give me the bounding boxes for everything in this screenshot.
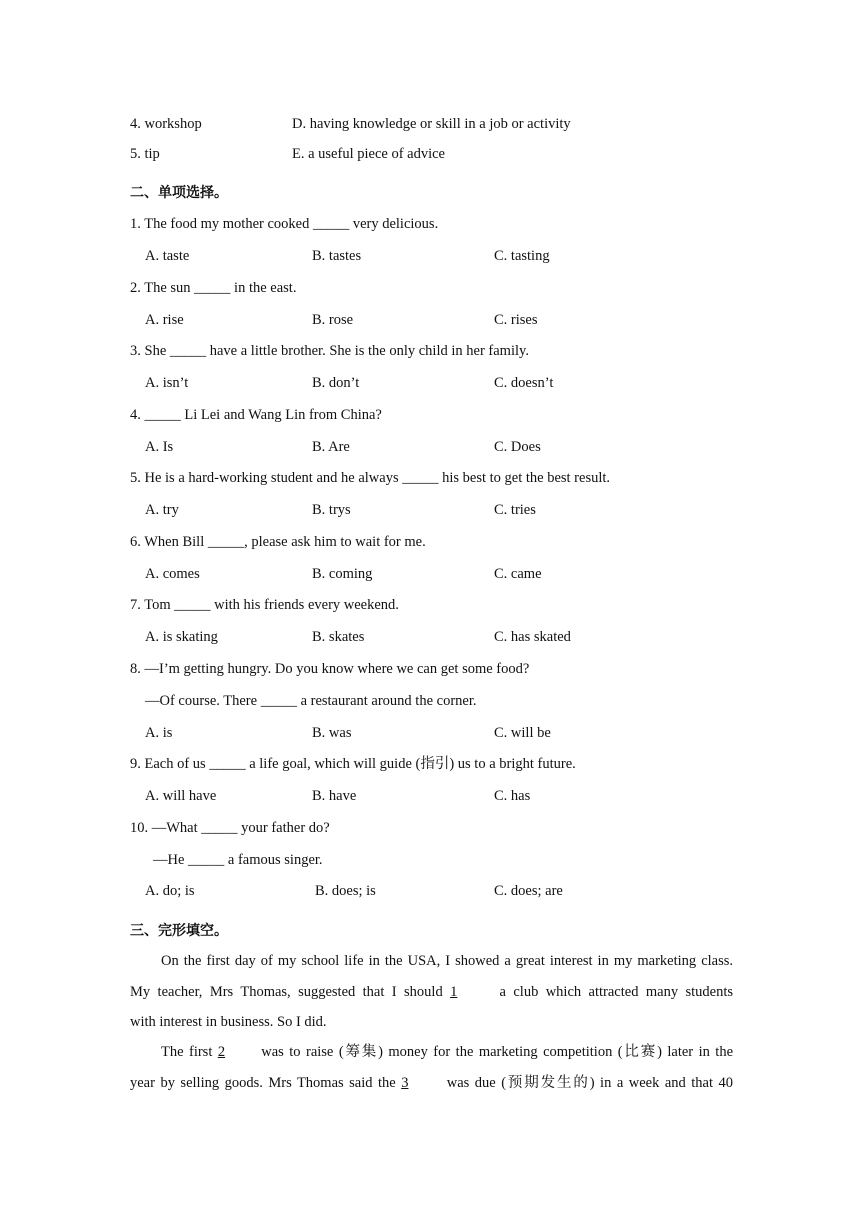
- option-b: B. does; is: [315, 883, 376, 899]
- section-title-cloze: 三、完形填空。: [130, 923, 228, 939]
- option-a: A. do; is: [145, 883, 195, 899]
- option-c: C. tries: [494, 502, 536, 518]
- matching-item-5: 5. tip: [130, 146, 160, 162]
- option-a: A. Is: [145, 439, 174, 455]
- cloze-line: [130, 1068, 733, 1099]
- matching-item-4: 4. workshop: [130, 116, 202, 132]
- option-c: C. has: [494, 788, 531, 804]
- cloze-blank-1: 1: [450, 983, 458, 1000]
- option-c: C. Does: [494, 439, 541, 455]
- option-c: C. does; are: [494, 883, 563, 899]
- option-b: B. have: [312, 788, 357, 804]
- option-b: B. coming: [312, 566, 373, 582]
- option-c: C. rises: [494, 312, 538, 328]
- cloze-paragraph-1: [130, 946, 733, 1038]
- option-a: A. taste: [145, 248, 190, 264]
- question-stem: 1. The food my mother cooked _____ very delicious.: [130, 216, 439, 232]
- question-stem: 7. Tom _____ with his friends every weekend.: [130, 597, 399, 613]
- option-b: B. tastes: [312, 248, 362, 264]
- cloze-blank-3: 3: [401, 1074, 409, 1091]
- option-a: A. is skating: [145, 629, 218, 645]
- option-b: B. trys: [312, 502, 351, 518]
- option-c: C. has skated: [494, 629, 571, 645]
- option-b: B. Are: [312, 439, 350, 455]
- cloze-blank-2: 2: [217, 1044, 226, 1060]
- cloze-text: was due (预期发生的) in a week and that 40: [446, 1074, 733, 1091]
- question-stem-reply: —Of course. There _____ a restaurant around the corner.: [145, 693, 477, 709]
- question-stem: 9. Each of us _____ a life goal, which will guide (指引) us to a bright future.: [130, 756, 576, 772]
- option-a: A. isn’t: [145, 375, 189, 391]
- matching-def-d: D. having knowledge or skill in a job or activity: [292, 116, 571, 132]
- question-stem: 6. When Bill _____, please ask him to wait for me.: [130, 534, 426, 550]
- option-b: B. skates: [312, 629, 365, 645]
- option-c: C. tasting: [494, 248, 550, 264]
- section-title-single-choice: 二、单项选择。: [130, 185, 228, 201]
- cloze-line: [130, 977, 733, 1008]
- option-c: C. came: [494, 566, 542, 582]
- cloze-line: On the first day of my school life in the USA, I showed a great interest in my marketing class.: [161, 953, 733, 969]
- option-c: C. doesn’t: [494, 375, 554, 391]
- option-a: A. will have: [145, 788, 217, 804]
- cloze-line: [130, 1037, 733, 1068]
- cloze-text: a club which attracted many students: [499, 983, 733, 1000]
- cloze-text: year by selling goods. Mrs Thomas said the: [130, 1074, 396, 1091]
- option-b: B. was: [312, 725, 352, 741]
- cloze-text: My teacher, Mrs Thomas, suggested that I should: [130, 983, 443, 1000]
- question-stem: 5. He is a hard-working student and he always _____ his best to get the best result.: [130, 470, 611, 486]
- cloze-text: was to raise (筹集) money for the marketing competition (比赛) later in the: [261, 1044, 734, 1060]
- matching-def-e: E. a useful piece of advice: [292, 146, 445, 162]
- question-stem: 3. She _____ have a little brother. She is the only child in her family.: [130, 343, 529, 359]
- question-stem: 2. The sun _____ in the east.: [130, 280, 297, 296]
- option-a: A. try: [145, 502, 179, 518]
- cloze-paragraph-2: [130, 1037, 733, 1098]
- question-stem-reply: —He _____ a famous singer.: [153, 852, 323, 868]
- question-stem: 4. _____ Li Lei and Wang Lin from China?: [130, 407, 382, 423]
- option-a: A. comes: [145, 566, 200, 582]
- question-stem: 8. —I’m getting hungry. Do you know where we can get some food?: [130, 661, 530, 677]
- option-b: B. don’t: [312, 375, 360, 391]
- option-c: C. will be: [494, 725, 551, 741]
- cloze-line: with interest in business. So I did.: [130, 1014, 327, 1030]
- option-a: A. is: [145, 725, 173, 741]
- cloze-text: The first: [161, 1044, 213, 1060]
- option-b: B. rose: [312, 312, 354, 328]
- question-stem: 10. —What _____ your father do?: [130, 820, 330, 836]
- option-a: A. rise: [145, 312, 184, 328]
